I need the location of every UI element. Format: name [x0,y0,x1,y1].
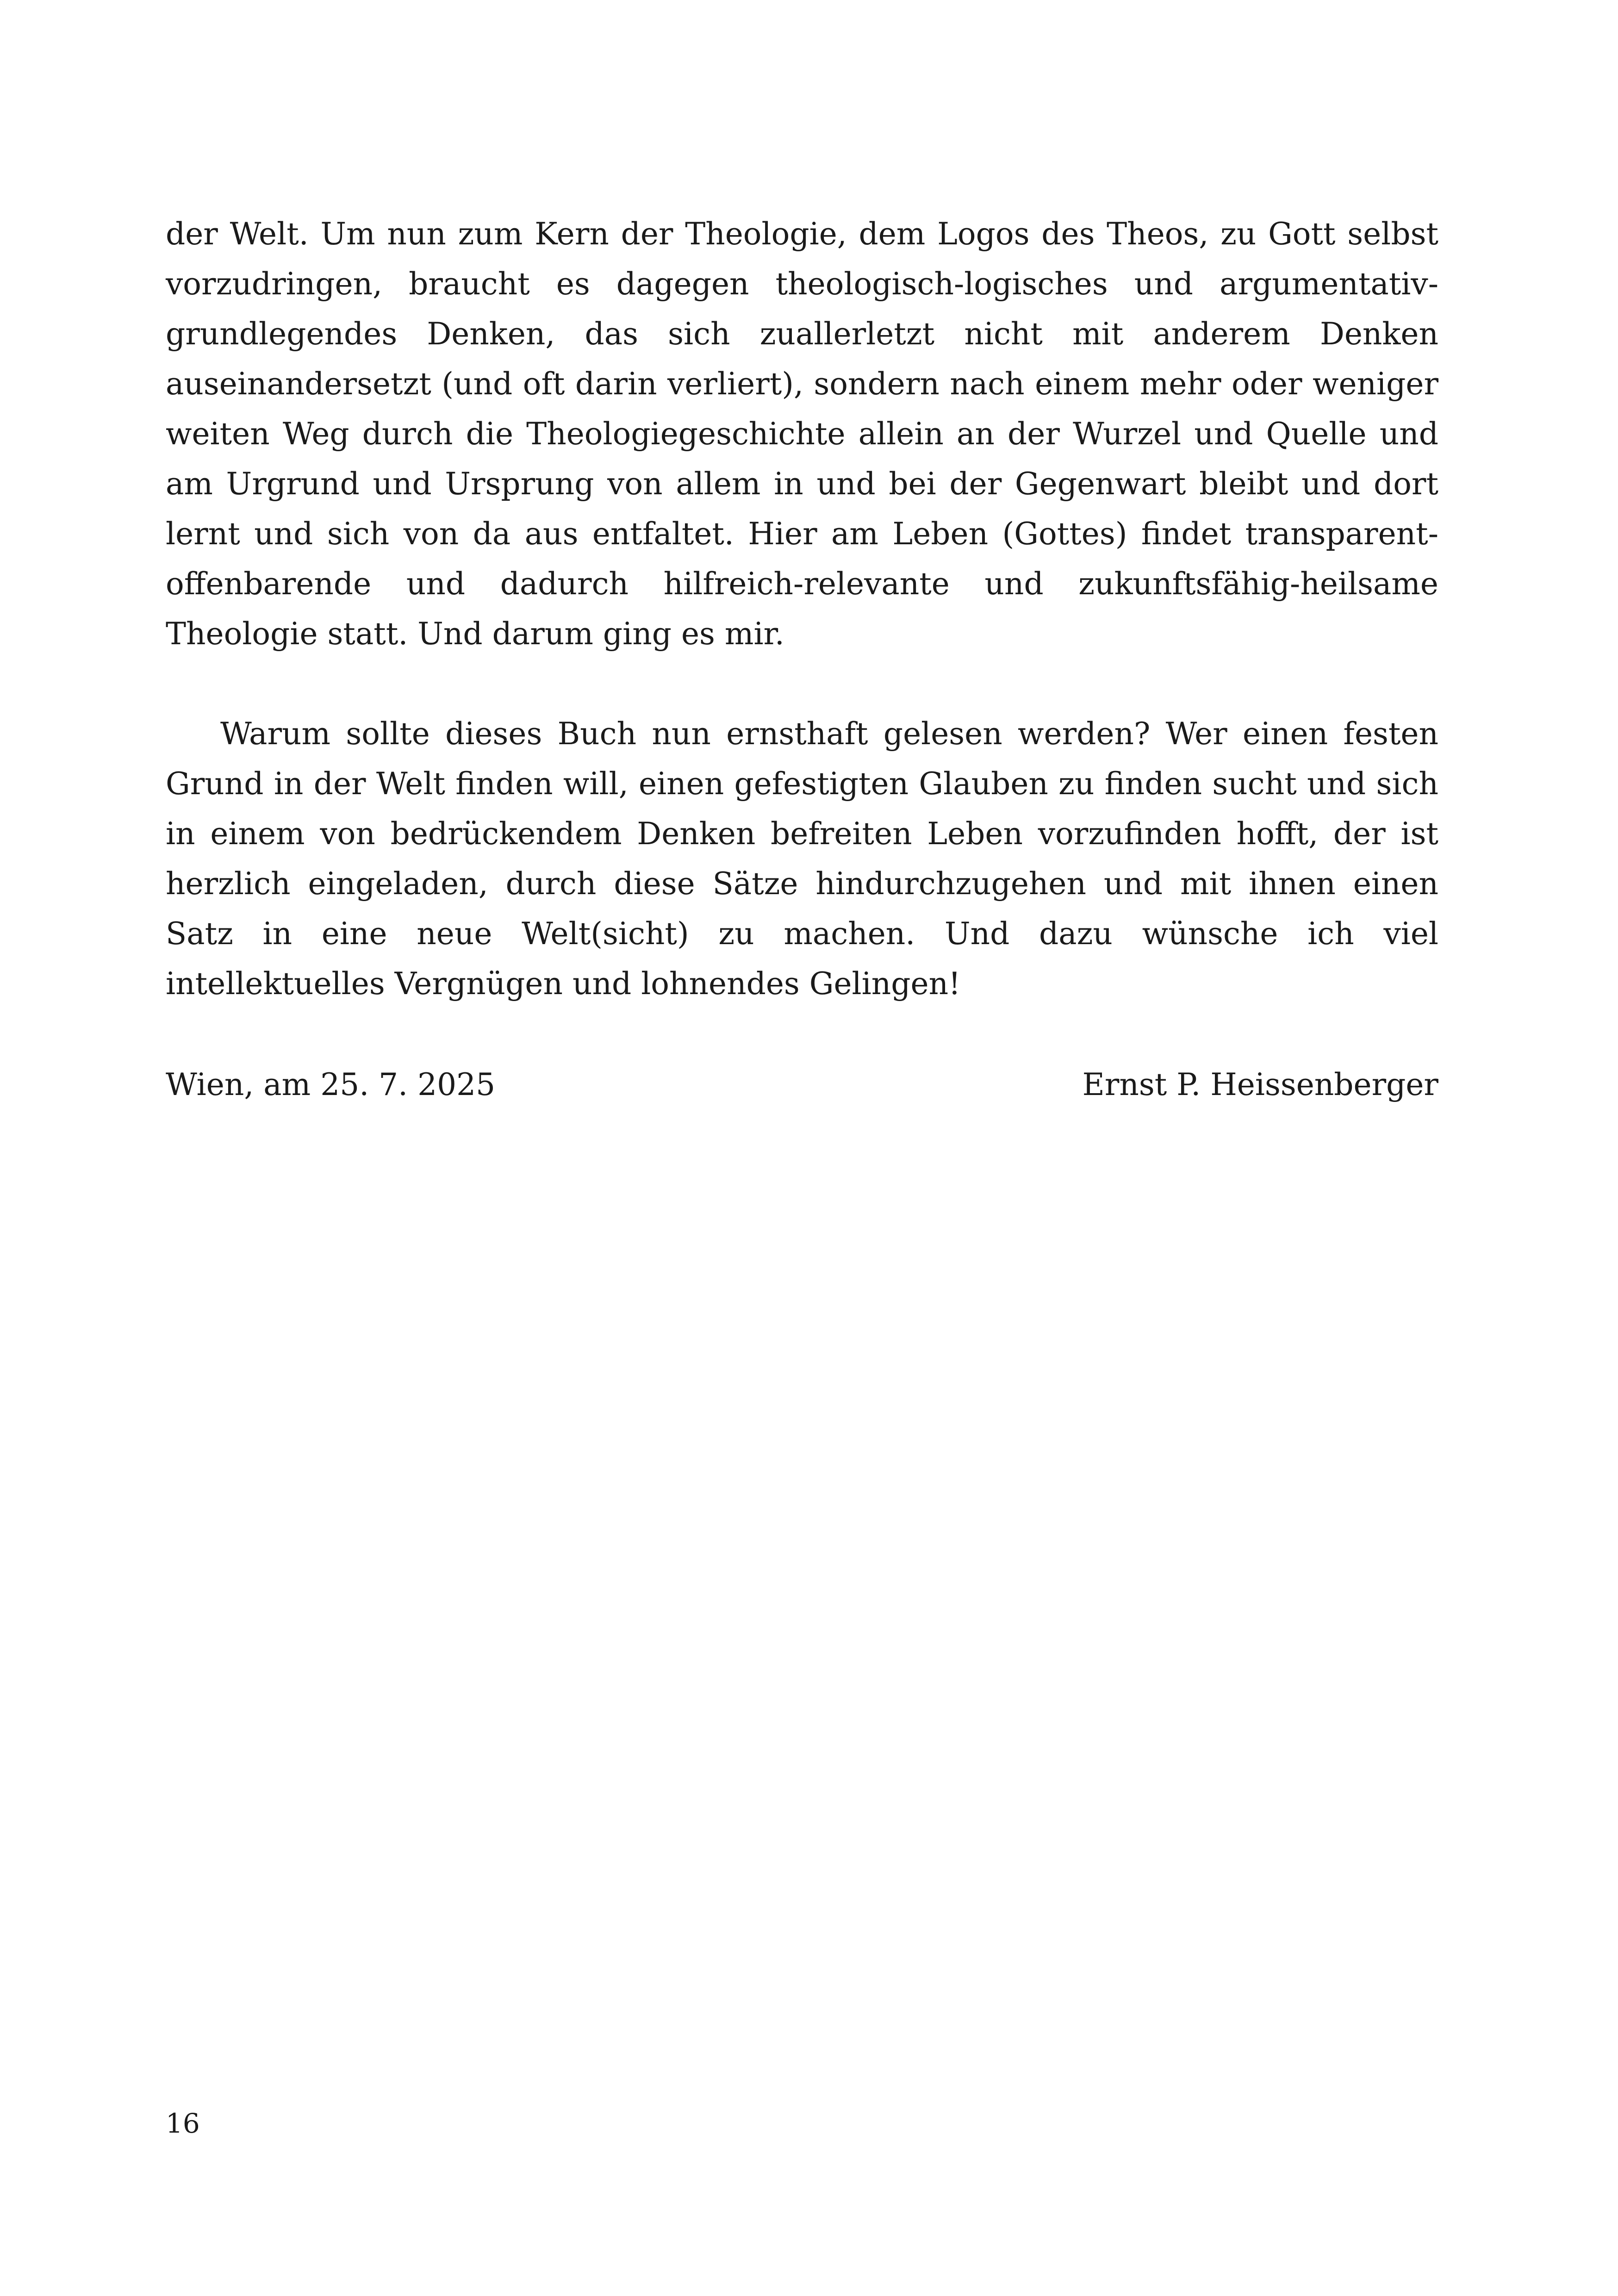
place-date: Wien, am 25. 7. 2025 [166,1067,496,1102]
author-name: Ernst P. Heissenberger [1082,1067,1438,1102]
page-number: 16 [166,2108,200,2139]
signature-row [166,1060,1438,1110]
body-paragraph-1: der Welt. Um nun zum Kern der Theologie, dem Logos des Theos, zu Gott selbst vorzudringen, braucht es dagegen theologisch-logisches und argumentativ-grundlegendes Denken, das sich zuallerletzt nicht mit anderem Denken auseinandersetzt (und oft darin verliert), sondern nach einem mehr oder weniger weiten Weg durch die Theologiegeschichte allein an der Wurzel und Quelle und am Urgrund und Ursprung von allem in und bei der Gegenwart bleibt und dort lernt und sich von da aus entfaltet. Hier am Leben (Gottes) findet transparent-offenbarende und dadurch hilfreich-relevante und zukunftsfähig-heilsame Theologie statt. Und darum ging es mir. [166,216,1438,652]
body-paragraph-2: Warum sollte dieses Buch nun ernsthaft gelesen werden? Wer einen festen Grund in der Welt finden will, einen gefestigten Glauben zu finden sucht und sich in einem von bedrückendem Denken befreiten Leben vorzufinden hofft, der ist herzlich eingeladen, durch diese Sätze hindurchzugehen und mit ihnen einen Satz in eine neue Welt(sicht) zu machen. Und dazu wünsche ich viel intellektuelles Vergnügen und lohnendes Gelingen! [166,716,1438,1002]
